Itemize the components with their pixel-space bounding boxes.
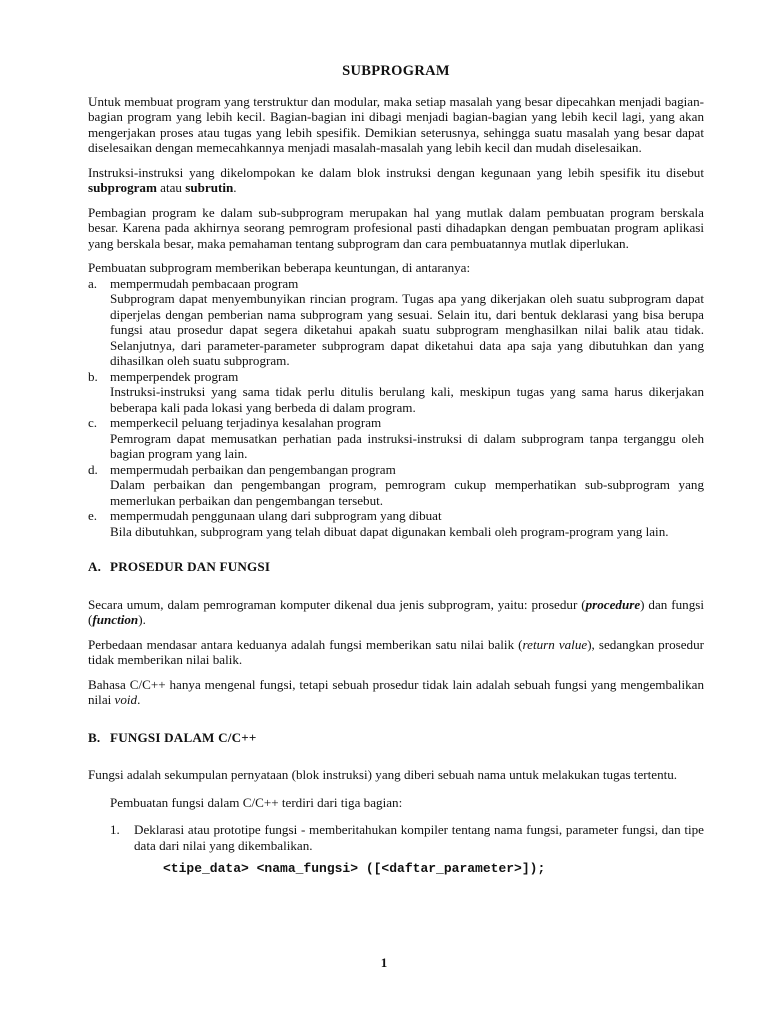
section-a-p3-end: . (137, 692, 141, 707)
section-title: PROSEDUR DAN FUNGSI (110, 559, 271, 574)
section-b-paragraph-2: Pembuatan fungsi dalam C/C++ terdiri dari tiga bagian: (110, 794, 403, 810)
list-marker: c. (88, 415, 98, 430)
list-marker: e. (88, 508, 98, 523)
benefit-item (88, 508, 704, 539)
list-marker: a. (88, 275, 98, 291)
benefit-item (88, 276, 704, 369)
section-a-paragraph-1 (88, 597, 704, 628)
section-a-paragraph-3 (88, 677, 704, 708)
intro-paragraph-4: Pembuatan subprogram memberikan beberapa keuntungan, di antaranya: (88, 260, 471, 275)
benefit-body: Bila dibutuhkan, subprogram yang telah dibuat dapat digunakan kembali oleh program-program yang lain. (110, 523, 669, 539)
intro-paragraph-2 (88, 165, 704, 196)
code-syntax: <tipe_data> <nama_fungsi> ([<daftar_parameter>]); (163, 861, 546, 876)
benefit-body: Pemrogram dapat memusatkan perhatian pada instruksi-instruksi di dalam subprogram tanpa terganggu oleh bagian program yang lain. (110, 430, 704, 461)
section-number: B. (88, 729, 101, 745)
page-number: 1 (380, 955, 388, 970)
benefit-title: mempermudah penggunaan ulang dari subprogram yang dibuat (110, 508, 442, 523)
section-a-p3-text: Bahasa C/C++ hanya mengenal fungsi, tetapi sebuah prosedur tidak lain adalah sebuah fungsi yang mengembalikan nilai (88, 676, 704, 707)
section-a-p1-text: Secara umum, dalam pemrograman komputer dikenal dua jenis subprogram, yaitu: prosedur ( (88, 596, 586, 612)
term-subrutin: subrutin (185, 180, 234, 195)
benefit-item (88, 369, 704, 416)
term-return-value: return value (522, 636, 588, 652)
term-procedure: procedure (585, 596, 641, 612)
benefit-title: memperkecil peluang terjadinya kesalahan program (110, 415, 382, 430)
section-b-heading (88, 730, 704, 746)
benefit-body: Subprogram dapat menyembunyikan rincian program. Tugas apa yang dikerjakan oleh suatu subprogram dapat diperjelas dengan pemberian nama subprogram yang sesuai. Selain itu, dari bentuk deklarasi yang bisa berupa fungsi atau prosedur dapat segera diketahui apakah suatu subprogram menghasilkan nilai balik atau tidak. Selanjutnya, dari parameter-parameter subprogram dapat diketahui data apa saja yang dibutuhkan dan yang dihasilkan oleh suatu subprogram. (110, 291, 704, 368)
numbered-item-text: Deklarasi atau prototipe fungsi - memberitahukan kompiler tentang nama fungsi, parameter fungsi, dan tipe data dari nilai yang dikembalikan. (134, 822, 704, 853)
section-a-heading (88, 559, 704, 575)
intro-paragraph-1: Untuk membuat program yang terstruktur dan modular, maka setiap masalah yang besar dipecahkan menjadi bagian-bagian program yang lebih kecil. Bagian-bagian ini dibagi menjadi bagian-bagian yang lebih kecil lagi, yang akan mengerjakan proses atau tugas yang lebih spesifik. Demikian seterusnya, sehingga suatu masalah yang besar dapat diselesaikan dengan memecahkannya menjadi masalah-masalah yang lebih kecil dan mudah diselesaikan. (88, 93, 704, 155)
benefit-title: mempermudah pembacaan program (110, 275, 299, 291)
benefit-item (88, 462, 704, 509)
section-a-p2-text: Perbedaan mendasar antara keduanya adalah fungsi memberikan satu nilai balik ( (88, 636, 523, 652)
term-subprogram: subprogram (88, 180, 157, 195)
section-number: A. (88, 559, 102, 574)
intro-p2-mid: atau (156, 180, 186, 195)
section-title: FUNGSI DALAM C/C++ (110, 729, 257, 745)
benefit-item (88, 415, 704, 462)
section-a-p1-end: ). (138, 612, 146, 627)
list-marker: 1. (110, 822, 120, 837)
document-title: SUBPROGRAM (342, 63, 450, 79)
benefit-body: Instruksi-instruksi yang sama tidak perlu ditulis berulang kali, meskipun tugas yang sama harus dikerjakan beberapa kali pada lokasi yang berbeda di dalam program. (110, 384, 704, 415)
term-function: function (92, 612, 139, 627)
intro-p2-text: Instruksi-instruksi yang dikelompokan ke dalam blok instruksi dengan kegunaan yang lebih spesifik itu disebut (88, 164, 704, 180)
numbered-item (110, 822, 704, 853)
section-a-p1-mid: ) dan fungsi ( (88, 596, 704, 627)
section-a-p2-end: ), sedangkan prosedur tidak memberikan nilai balik. (88, 636, 704, 667)
section-a-paragraph-2 (88, 637, 704, 668)
intro-p2-end: . (233, 180, 237, 195)
benefit-title: mempermudah perbaikan dan pengembangan program (110, 461, 396, 477)
benefit-body: Dalam perbaikan dan pengembangan program, pemrogram cukup memperhatikan sub-subprogram yang memerlukan perbaikan dan pengembangan tersebut. (110, 477, 704, 508)
list-marker: b. (88, 368, 98, 384)
intro-paragraph-3: Pembagian program ke dalam sub-subprogram merupakan hal yang mutlak dalam pembuatan program berskala besar. Karena pada akhirnya seorang pemrogram profesional pasti dihadapkan dengan pembuatan program aplikasi yang berskala besar, maka pemahaman tentang subprogram dan cara pembuatannya mutlak diperlukan. (88, 204, 704, 251)
list-marker: d. (88, 461, 98, 477)
section-b-paragraph-1: Fungsi adalah sekumpulan pernyataan (blok instruksi) yang diberi sebuah nama untuk melakukan tugas tertentu. (88, 767, 678, 782)
benefit-title: memperpendek program (110, 368, 239, 384)
benefits-list (88, 276, 704, 540)
document-page (88, 60, 704, 877)
term-void: void (114, 692, 138, 707)
